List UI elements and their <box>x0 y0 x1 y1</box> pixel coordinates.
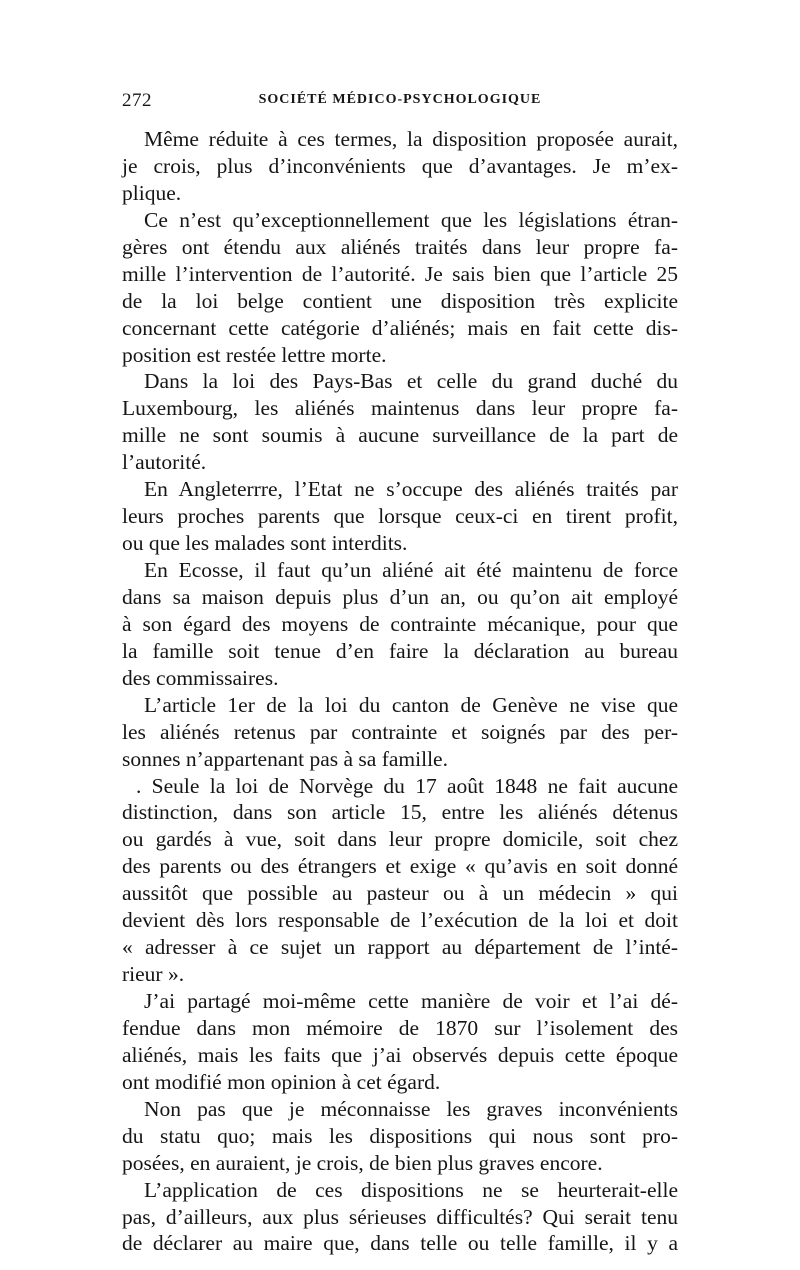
text-line: ou que les malades sont interdits. <box>122 531 408 556</box>
text-line: J’ai partagé moi-même cette manière de voir et l’ai dé- <box>144 989 678 1013</box>
text-line: En Ecosse, il faut qu’un aliéné ait été maintenu de force <box>144 558 678 582</box>
text-line: pas, d’ailleurs, aux plus sérieuses difficultés? Qui serait tenu <box>122 1204 678 1229</box>
text-line: position est restée lettre morte. <box>122 342 387 367</box>
text-line: . Seule la loi de Norvège du 17 août 1848 ne fait aucune <box>136 773 678 798</box>
text-line: dans sa maison depuis plus d’un an, ou qu’on ait employé <box>122 584 678 609</box>
text-line: leurs proches parents que lorsque ceux-ci en tirent profit, <box>122 504 678 529</box>
running-head: SOCIÉTÉ MÉDICO-PSYCHOLOGIQUE <box>258 92 542 107</box>
text-line: concernant cette catégorie d’aliénés; mais en fait cette dis- <box>122 315 678 340</box>
text-line: Même réduite à ces termes, la disposition proposée aurait, <box>144 127 678 151</box>
text-line: ou gardés à vue, soit dans leur propre domicile, soit chez <box>122 827 678 852</box>
page-header <box>122 90 678 120</box>
page-number: 272 <box>122 90 152 111</box>
text-line: des commissaires. <box>122 665 279 690</box>
text-line: de la loi belge contient une disposition très explicite <box>122 288 678 313</box>
text-line: la famille soit tenue d’en faire la déclaration au bureau <box>122 638 678 663</box>
text-line: à son égard des moyens de contrainte mécanique, pour que <box>122 611 678 636</box>
text-line: aliénés, mais les faits que j’ai observés depuis cette époque <box>122 1042 678 1067</box>
text-line: mille ne sont soumis à aucune surveillance de la part de <box>122 423 678 448</box>
text-line: L’application de ces dispositions ne se heurterait-elle <box>144 1177 678 1202</box>
text-line: devient dès lors responsable de l’exécution de la loi et doit <box>122 908 678 933</box>
text-line: de déclarer au maire que, dans telle ou telle famille, il y a <box>122 1231 678 1256</box>
text-line: plique. <box>122 180 182 205</box>
text-line: des parents ou des étrangers et exige « qu’avis en soit donné <box>122 854 678 879</box>
text-line: gères ont étendu aux aliénés traités dans leur propre fa- <box>122 234 678 259</box>
text-line: rieur ». <box>122 962 185 987</box>
text-line: posées, en auraient, je crois, de bien plus graves encore. <box>122 1150 603 1175</box>
text-line: Ce n’est qu’exceptionnellement que les législations étran- <box>144 207 678 232</box>
text-line: Non pas que je méconnaisse les graves inconvénients <box>144 1096 678 1121</box>
text-line: je crois, plus d’inconvénients que d’avantages. Je m’ex- <box>122 153 678 178</box>
text-line: sonnes n’appartenant pas à sa famille. <box>122 746 448 771</box>
text-line: aussitôt que possible au pasteur ou à un médecin » qui <box>122 881 678 906</box>
text-line: « adresser à ce sujet un rapport au département de l’inté- <box>122 935 678 960</box>
text-line: fendue dans mon mémoire de 1870 sur l’isolement des <box>122 1015 678 1040</box>
text-line: L’article 1er de la loi du canton de Genève ne vise que <box>144 692 678 717</box>
text-line: ont modifié mon opinion à cet égard. <box>122 1069 441 1094</box>
text-line: du statu quo; mais les dispositions qui nous sont pro- <box>122 1123 678 1148</box>
text-line: Dans la loi des Pays-Bas et celle du grand duché du <box>144 369 678 394</box>
text-line: distinction, dans son article 15, entre les aliénés détenus <box>122 800 678 825</box>
text-line: Luxembourg, les aliénés maintenus dans leur propre fa- <box>122 396 678 421</box>
text-line: mille l’intervention de l’autorité. Je sais bien que l’article 25 <box>122 261 678 286</box>
text-line: les aliénés retenus par contrainte et soignés par des per- <box>122 719 678 744</box>
body-text <box>122 126 678 1257</box>
text-line: En Angleterrre, l’Etat ne s’occupe des aliénés traités par <box>144 477 678 502</box>
text-line: l’autorité. <box>122 450 207 475</box>
